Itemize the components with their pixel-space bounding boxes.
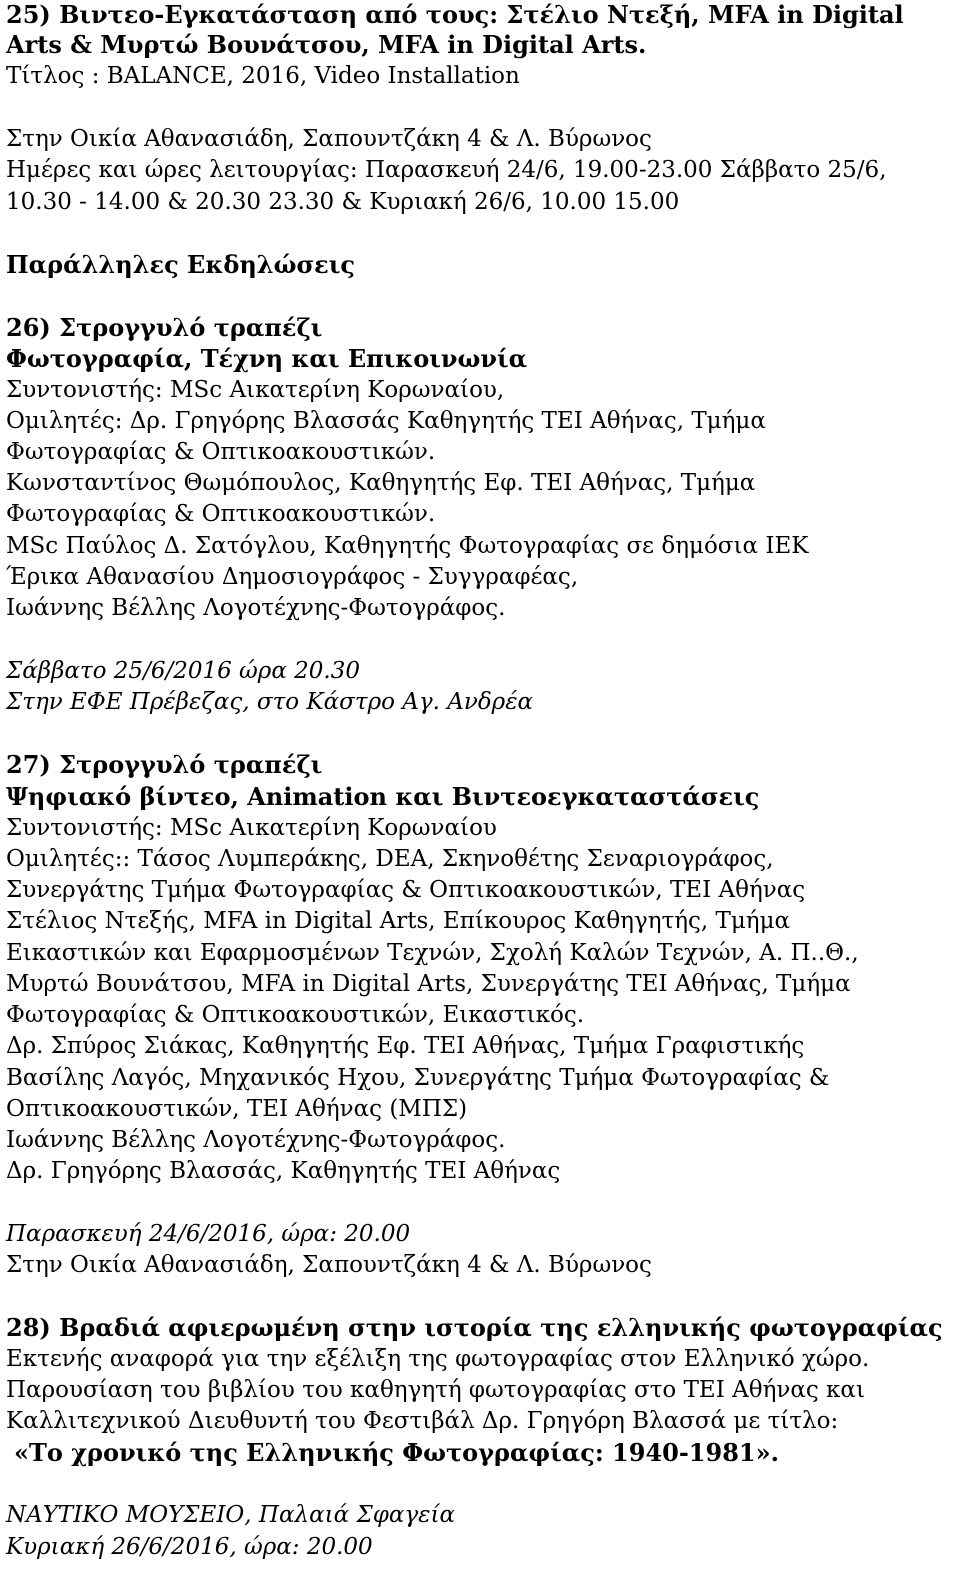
section-27-subheading: Ψηφιακό βίντεο, Animation και Βιντεοεγκαταστάσεις — [6, 782, 760, 811]
parallel-events-heading: Παράλληλες Εκδηλώσεις — [6, 250, 355, 279]
section-28-line: Παρουσίαση του βιβλίου του καθηγητή φωτογραφίας στο ΤΕΙ Αθήνας και — [6, 1377, 865, 1403]
section-28-date: Κυριακή 26/6/2016, ώρα: 20.00 — [6, 1534, 373, 1560]
section-25-title: Τίτλος : BALANCE, 2016, Video Installation — [6, 63, 520, 89]
section-27-line: Ομιλητές:: Τάσος Λυμπεράκης, DEA, Σκηνοθέτης Σεναριογράφος, — [6, 846, 774, 872]
section-25-heading-line2: Arts & Μυρτώ Βουνάτσου, MFA in Digital Arts. — [6, 30, 647, 59]
section-27-line: Ιωάννης Βέλλης Λογοτέχνης-Φωτογράφος. — [6, 1127, 506, 1153]
section-26-line: MSc Παύλος Δ. Σατόγλου, Καθηγητής Φωτογραφίας σε δημόσια ΙΕΚ — [6, 533, 809, 559]
section-28-heading: 28) Βραδιά αφιερωμένη στην ιστορία της ελληνικής φωτογραφίας — [6, 1313, 943, 1342]
section-26-line: Συντονιστής: MSc Αικατερίνη Κορωναίου, — [6, 377, 505, 403]
section-27-line: Εικαστικών και Εφαρμοσμένων Τεχνών, Σχολή Καλών Τεχνών, Α. Π..Θ., — [6, 940, 859, 966]
section-27-line: Στέλιος Ντεξής, MFA in Digital Arts, Επίκουρος Καθηγητής, Τμήμα — [6, 908, 791, 934]
section-27-line: Συνεργάτης Τμήμα Φωτογραφίας & Οπτικοακουστικών, ΤΕΙ Αθήνας — [6, 877, 806, 903]
section-28-venue: ΝΑΥΤΙΚΟ ΜΟΥΣΕΙΟ, Παλαιά Σφαγεία — [6, 1502, 455, 1528]
section-26-line: Κωνσταντίνος Θωμόπουλος, Καθηγητής Εφ. ΤΕΙ Αθήνας, Τμήμα — [6, 470, 756, 496]
section-28-line: Εκτενής αναφορά για την εξέλιξη της φωτογραφίας στον Ελληνικό χώρο. — [6, 1346, 870, 1372]
section-26-line: Ιωάννης Βέλλης Λογοτέχνης-Φωτογράφος. — [6, 595, 506, 621]
section-26-line: Φωτογραφίας & Οπτικοακουστικών. — [6, 501, 436, 527]
section-26-line: Φωτογραφίας & Οπτικοακουστικών. — [6, 439, 436, 465]
section-27-line: Δρ. Γρηγόρης Βλασσάς, Καθηγητής ΤΕΙ Αθήνας — [6, 1158, 561, 1184]
section-26-line: Έρικα Αθανασίου Δημοσιογράφος - Συγγραφέας, — [6, 564, 579, 590]
section-25-location: Στην Οικία Αθανασιάδη, Σαπουντζάκη 4 & Λ. Βύρωνος — [6, 126, 652, 152]
section-27-line: Δρ. Σπύρος Σιάκας, Καθηγητής Εφ. ΤΕΙ Αθήνας, Τμήμα Γραφιστικής — [6, 1033, 805, 1059]
section-26-date: Σάββατο 25/6/2016 ώρα 20.30 — [6, 658, 361, 684]
section-27-line: Μυρτώ Βουνάτσου, MFA in Digital Arts, Συνεργάτης ΤΕΙ Αθήνας, Τμήμα — [6, 971, 851, 997]
section-27-heading: 27) Στρογγυλό τραπέζι — [6, 750, 323, 779]
section-27-date: Παρασκευή 24/6/2016, ώρα: 20.00 — [6, 1221, 411, 1247]
section-27-line: Συντονιστής: MSc Αικατερίνη Κορωναίου — [6, 815, 497, 841]
section-27-line: Φωτογραφίας & Οπτικοακουστικών, Εικαστικός. — [6, 1002, 585, 1028]
section-28-line: Καλλιτεχνικού Διευθυντή του Φεστιβάλ Δρ. Γρηγόρη Βλασσά με τίτλο: — [6, 1408, 839, 1434]
section-25-heading-line1: 25) Βιντεο-Εγκατάσταση από τους: Στέλιο Ντεξή, MFA in Digital — [6, 0, 904, 29]
section-25-hours-line2: 10.30 - 14.00 & 20.30 23.30 & Κυριακή 26/6, 10.00 15.00 — [6, 189, 680, 215]
section-26-heading: 26) Στρογγυλό τραπέζι — [6, 313, 323, 342]
section-26-line: Ομιλητές: Δρ. Γρηγόρης Βλασσάς Καθηγητής ΤΕΙ Αθήνας, Τμήμα — [6, 408, 766, 434]
section-27-line: Βασίλης Λαγός, Μηχανικός Ηχου, Συνεργάτης Τμήμα Φωτογραφίας & — [6, 1065, 830, 1091]
section-27-venue: Στην Οικία Αθανασιάδη, Σαπουντζάκη 4 & Λ. Βύρωνος — [6, 1252, 652, 1278]
section-27-line: Οπτικοακουστικών, ΤΕΙ Αθήνας (ΜΠΣ) — [6, 1096, 468, 1122]
section-26-subheading: Φωτογραφία, Τέχνη και Επικοινωνία — [6, 344, 528, 373]
section-26-venue: Στην ΕΦΕ Πρέβεζας, στο Κάστρο Αγ. Ανδρέα — [6, 689, 534, 715]
section-28-book-title: «Το χρονικό της Ελληνικής Φωτογραφίας: 1940-1981». — [14, 1438, 779, 1467]
section-25-hours-line1: Ημέρες και ώρες λειτουργίας: Παρασκευή 24/6, 19.00-23.00 Σάββατο 25/6, — [6, 157, 887, 183]
